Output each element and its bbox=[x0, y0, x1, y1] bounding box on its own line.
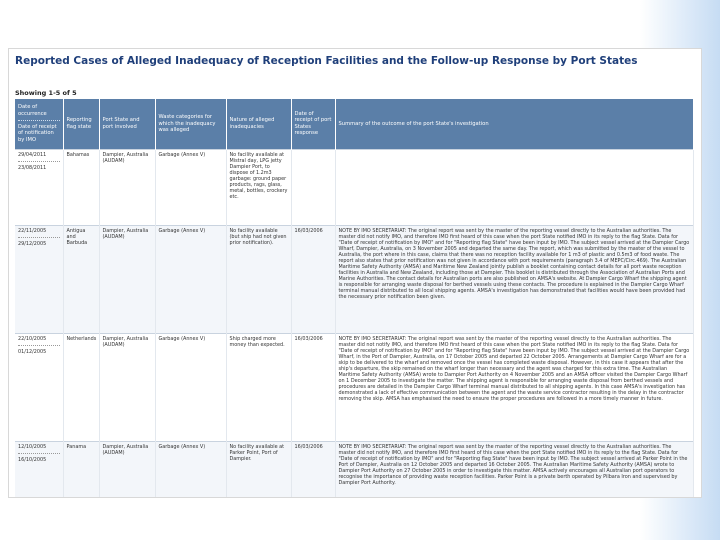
cell-port: Dampier, Australia (AUDAM) bbox=[99, 225, 155, 333]
header-flag-state[interactable]: Reporting flag state bbox=[63, 99, 99, 149]
cell-nature: Ship charged more money than expected. bbox=[226, 333, 291, 441]
cell-waste: Garbage (Annex V) bbox=[155, 149, 226, 225]
cell-flag: Netherlands bbox=[63, 333, 99, 441]
cell-dates bbox=[15, 333, 63, 441]
cell-summary bbox=[335, 149, 693, 225]
date-occurrence: 22/10/2005 bbox=[18, 335, 47, 342]
header-date-response[interactable]: Date of receipt of port States response bbox=[291, 99, 335, 149]
table-row bbox=[15, 333, 693, 441]
table-row bbox=[15, 225, 693, 333]
header-dates[interactable] bbox=[15, 99, 63, 149]
cell-waste: Garbage (Annex V) bbox=[155, 441, 226, 498]
cell-date-response: 16/03/2006 bbox=[291, 225, 335, 333]
cell-port: Dampier, Australia (AUDAM) bbox=[99, 441, 155, 498]
header-waste-categories[interactable]: Waste categories for which the inadequacy was alleged bbox=[155, 99, 226, 149]
cell-dates bbox=[15, 225, 63, 333]
result-count: Showing 1-5 of 5 bbox=[15, 89, 77, 97]
cell-flag: Panama bbox=[63, 441, 99, 498]
header-summary[interactable]: Summary of the outcome of the port State's investigation bbox=[335, 99, 693, 149]
cell-summary: NOTE BY IMO SECRETARIAT: The original report was sent by the master of the reporting vessel directly to the Australian authorities. The master did not notify IMO, and therefore IMO first heard of this case when the port State notified IMO in its reply to the flag State. Data for "Date of receipt of notification by IMO" and for "Reporting flag State" have been input by IMO. The subject vessel arrived at Parker Point in the Port of Dampier, Australia on 12 October 2005 and departed 16 October 2005. The Australian Maritime Safety Authority (AMSA) wrote to Dampier Port Authority on 27 October 2005 in order to investigate this matter. AMSA actively encourages all Australian port operators to recognise the importance of providing waste reception facilities. Parker Point is a private berth operated by Pilbara Iron and supervised by Dampier Port Authority. bbox=[335, 441, 693, 498]
cell-flag: Antigua and Barbuda bbox=[63, 225, 99, 333]
table-row bbox=[15, 149, 693, 225]
header-date-receipt: Date of receipt of notification by IMO bbox=[18, 120, 60, 143]
cell-nature: No facility available at Mistral day, LPG jetty Dampier Port, to dispose of 1.2m3 garbage: ground paper products, rags, glass, metal, bottles, crockery etc. bbox=[226, 149, 291, 225]
cell-summary: NOTE BY IMO SECRETARIAT: The original report was sent by the master of the reporting vessel directly to the Australian authorities. The master did not notify IMO, and therefore IMO first heard of this case when the port State notified IMO in its reply to the flag State. Data for "Date of receipt of notification by IMO" and for "Reporting flag State" have been input by IMO. The subject vessel arrived at the Dampier Cargo Wharf, in the Port of Dampier, Australia, on 17 October 2005 and departed 22 October 2005. Arrangements at Dampier Cargo Wharf are for a skip to be delivered to the wharf and removed once the vessel has completed waste disposal. However, in this case it appears that after the ship's departure, the skip remained on the wharf longer than necessary and the agent was charged for this extra time. The Australian Maritime Safety Authority (AMSA) wrote to Dampier Port Authority on 4 November 2005 and an AMSA officer visited the Dampier Cargo Wharf on 1 December 2005 to investigate the matter. The shipping agent is responsible for arranging waste disposal from berthed vessels and procedures are detailed in the Dampier Cargo Wharf terminal manual distributed to all shipping agents. In this case AMSA's investigation has demonstrated a lack of effective communication between the agent and the waste service contractor resulting in the delay in the contractor removing the skip. AMSA has emphasised the need to ensure the proper procedures are followed in a more timely manner in future. bbox=[335, 333, 693, 441]
cell-nature: No facility available at Parker Point, Port of Dampier. bbox=[226, 441, 291, 498]
date-receipt: 16/10/2005 bbox=[18, 453, 60, 463]
cell-dates bbox=[15, 441, 63, 498]
date-occurrence: 29/04/2011 bbox=[18, 151, 47, 158]
cell-date-response bbox=[291, 149, 335, 225]
date-occurrence: 22/11/2005 bbox=[18, 227, 47, 234]
cell-nature: No facility available (but ship had not given prior notification). bbox=[226, 225, 291, 333]
cell-waste: Garbage (Annex V) bbox=[155, 225, 226, 333]
header-nature[interactable]: Nature of alleged inadequacies bbox=[226, 99, 291, 149]
header-port-state[interactable]: Port State and port involved bbox=[99, 99, 155, 149]
date-occurrence: 12/10/2005 bbox=[18, 443, 47, 450]
cell-dates bbox=[15, 149, 63, 225]
cell-summary: NOTE BY IMO SECRETARIAT: The original report was sent by the master of the reporting vessel directly to the Australian authorities. The master did not notify IMO, and therefore IMO first heard of this case when the port State notified IMO in its reply to the flag State. Data for "Date of receipt of notification by IMO" and for "Reporting flag State" have been input by IMO. The subject vessel arrived at the Dampier Cargo Wharf, Dampier, Australia, on 3 November 2005 and departed the same day. The report, which was submitted by the master of the vessel to Australia, the port where in this case, claims that there was no reception facility available for 1 m3 of plastic and 0.5m3 of food waste. The report also states that prior notification was not given in accordance with port requirements (paragraph 3.4 of MEPC/Circ.469). The Australian Maritime Safety Authority (AMSA) and Maritime New Zealand jointly publish a booklet containing contact details for all port waste reception facilities in Australia and New Zealand, including those at Dampier. This booklet is distributed through the Association of Australian Ports and Marine Authorities. The contact details for Australian ports are also published on AMSA's website. At Dampier Cargo Wharf the shipping agent is responsible for arranging waste disposal for berthed vessels using these contacts. The procedure is explained in the Dampier Cargo Wharf terminal manual distributed to all local shipping agents. AMSA's investigation has demonstrated that facilities would have been provided had the necessary prior notification been given. bbox=[335, 225, 693, 333]
table-row bbox=[15, 441, 693, 498]
header-date-occurrence: Date of occurrence bbox=[18, 104, 47, 117]
cell-port: Dampier, Australia (AUDAM) bbox=[99, 149, 155, 225]
date-receipt: 01/12/2005 bbox=[18, 345, 60, 355]
cell-flag: Bahamas bbox=[63, 149, 99, 225]
cell-waste: Garbage (Annex V) bbox=[155, 333, 226, 441]
report-sheet bbox=[8, 48, 702, 498]
cell-date-response: 16/03/2006 bbox=[291, 333, 335, 441]
table-header-row bbox=[15, 99, 693, 149]
cell-port: Dampier, Australia (AUDAM) bbox=[99, 333, 155, 441]
cell-date-response: 16/03/2006 bbox=[291, 441, 335, 498]
date-receipt: 23/08/2011 bbox=[18, 161, 60, 171]
date-receipt: 29/12/2005 bbox=[18, 237, 60, 247]
page-title: Reported Cases of Alleged Inadequacy of Reception Facilities and the Follow-up Response by Port States bbox=[15, 55, 638, 67]
cases-table bbox=[15, 99, 694, 498]
